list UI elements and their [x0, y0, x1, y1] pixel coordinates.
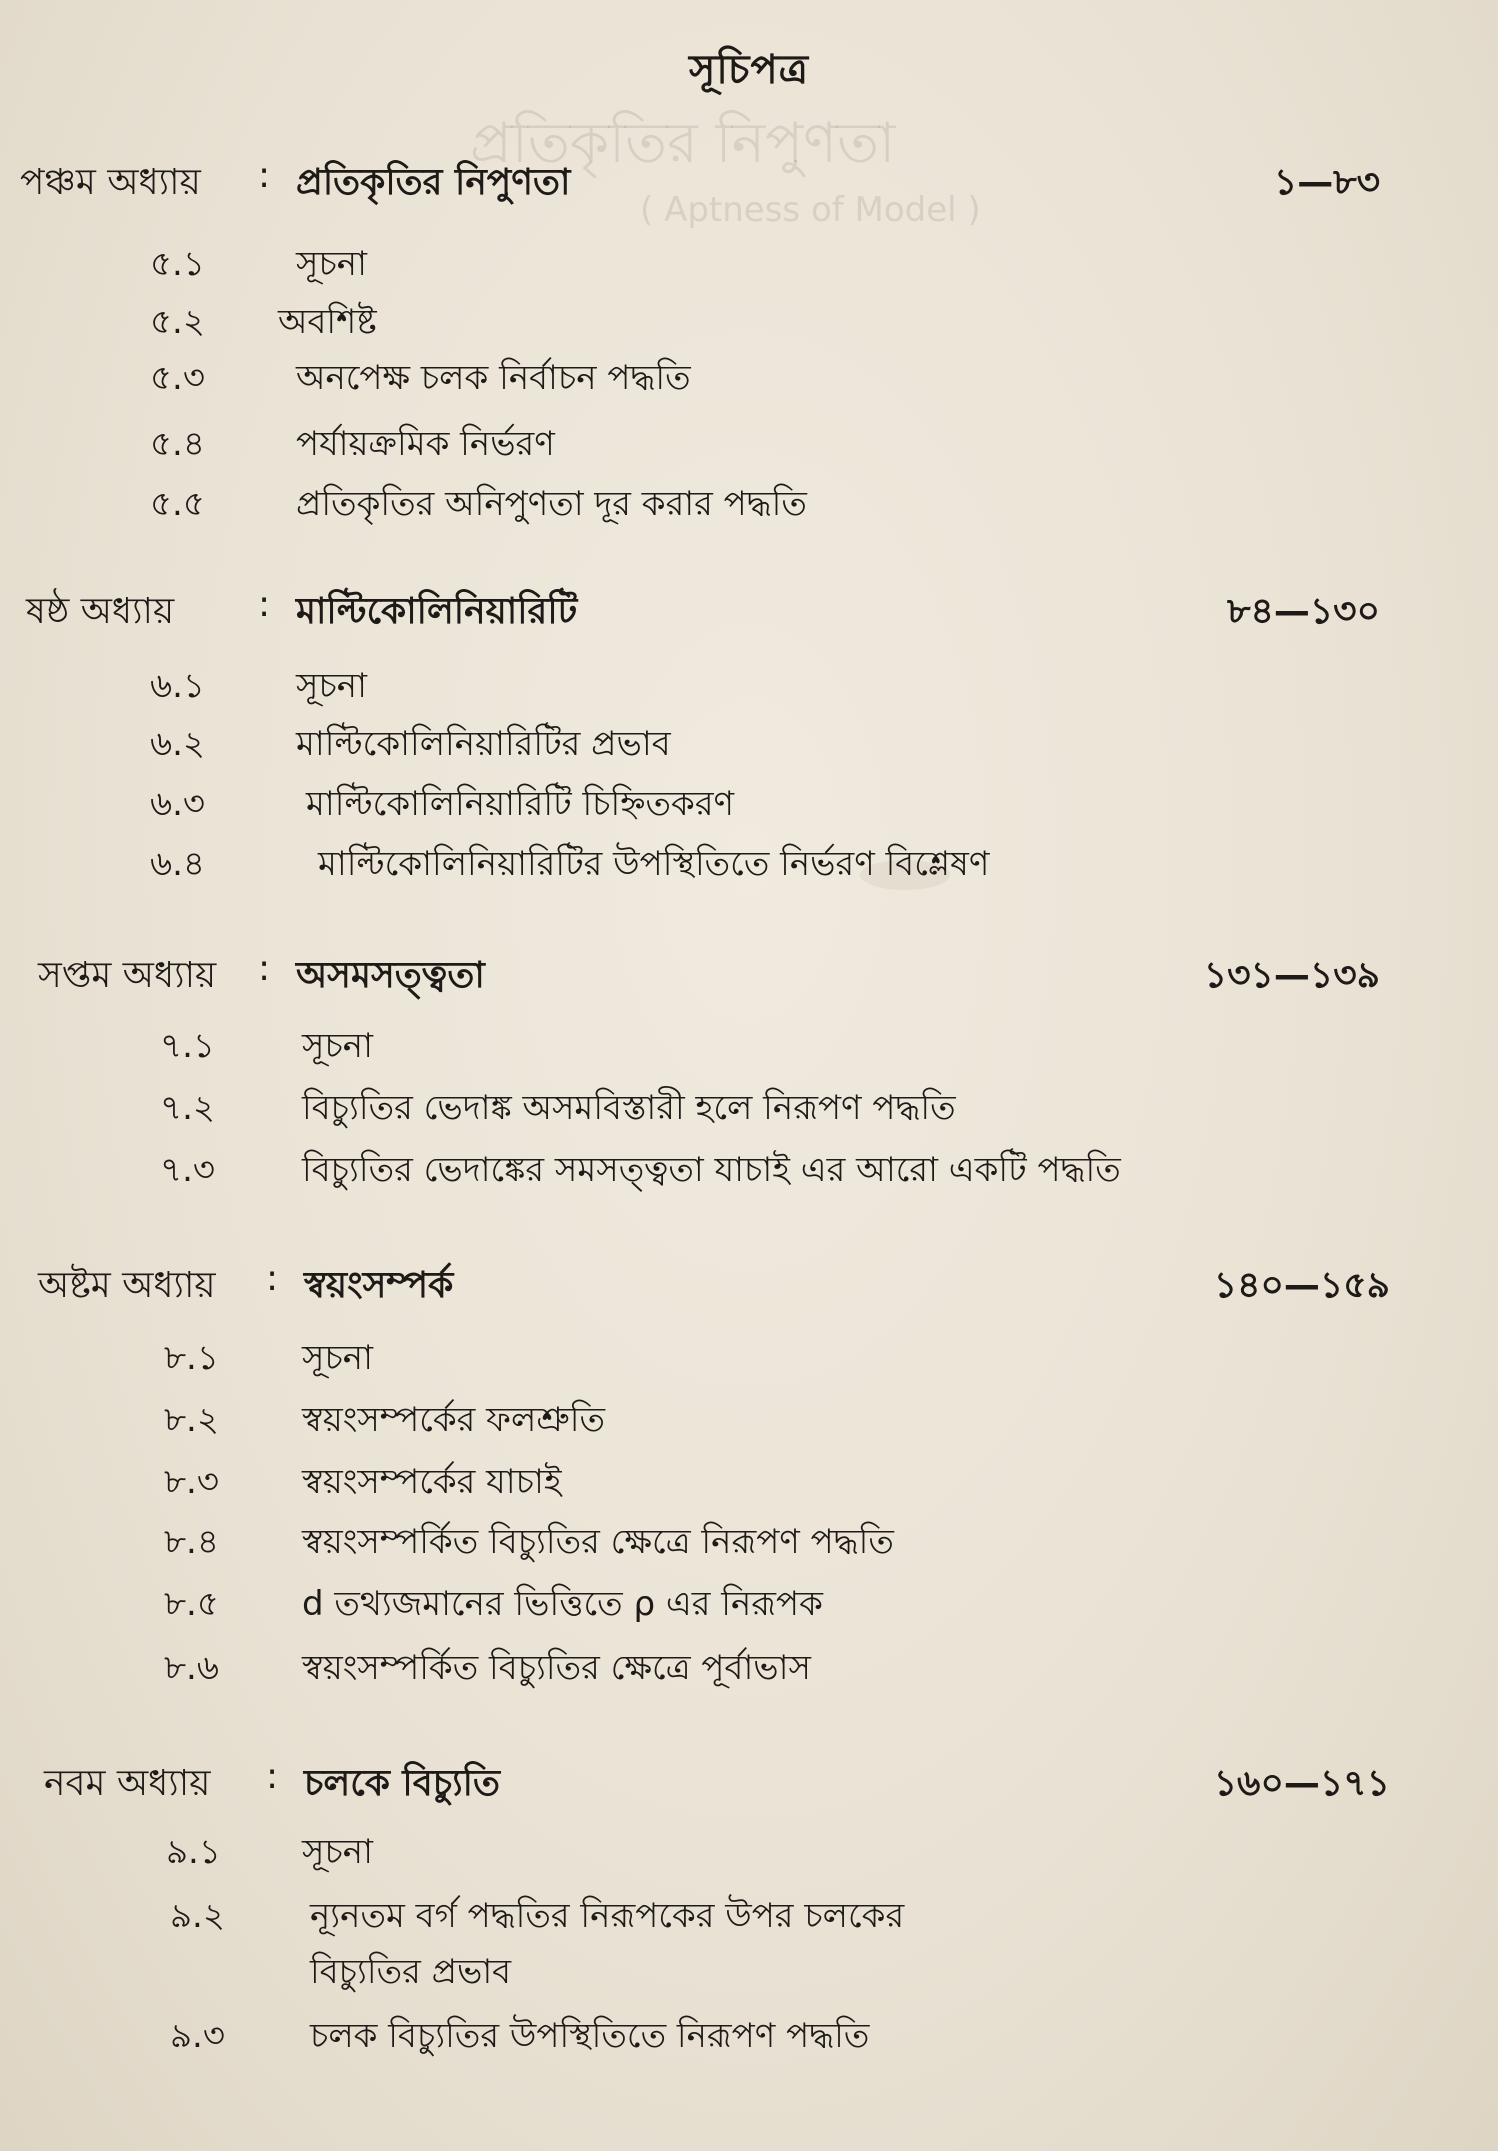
section-title: সূচনা: [302, 1026, 373, 1066]
section-number: ৮.৫: [164, 1584, 219, 1624]
section-number: ৭.১: [160, 1026, 215, 1066]
toc-entry: [150, 1144, 1400, 1204]
toc-entry: [150, 296, 1400, 356]
chapter-label: ষষ্ঠ অধ্যায়: [26, 591, 175, 632]
toc-entry: [150, 1082, 1400, 1142]
chapter-pages: ৮৪—১৩০: [1227, 591, 1380, 632]
chapter-label: পঞ্চম অধ্যায়: [20, 162, 201, 203]
toc-entry: [150, 418, 1400, 478]
section-title: বিচ্যুতির ভেদাঙ্কের সমসত্ত্বতা যাচাই এর আরো একটি পদ্ধতি: [302, 1150, 1121, 1190]
section-title: মাল্টিকোলিনিয়ারিটি চিহ্নিতকরণ: [306, 784, 735, 824]
section-title: অবশিষ্ট: [278, 302, 377, 342]
bleed-through-text: ( Aptness of Model ): [640, 190, 981, 230]
chapter-title: চলকে বিচ্যুতি: [304, 1763, 500, 1804]
chapter-pages: ১—৮৩: [1273, 162, 1380, 203]
section-title: বিচ্যুতির ভেদাঙ্ক অসমবিস্তারী হলে নিরূপণ পদ্ধতি: [302, 1088, 956, 1128]
toc-entry: [150, 478, 1400, 538]
chapter-heading: [20, 584, 1420, 644]
section-title: সূচনা: [302, 1832, 373, 1872]
section-number: ৫.৩: [150, 358, 205, 398]
chapter-title: প্রতিকৃতির নিপুণতা: [296, 162, 571, 203]
section-title: স্বয়ংসম্পর্কিত বিচ্যুতির ক্ষেত্রে পূর্বাভাস: [302, 1648, 811, 1688]
chapter-label: নবম অধ্যায়: [44, 1763, 211, 1804]
chapter-title: স্বয়ংসম্পর্ক: [304, 1265, 454, 1306]
chapter-title: অসমসত্ত্বতা: [296, 955, 485, 996]
toc-entry: [150, 1642, 1400, 1702]
section-number: ৬.১: [150, 666, 205, 706]
section-number: ৯.২: [170, 1896, 225, 1936]
chapter-heading: [20, 1756, 1420, 1816]
toc-entry: [150, 1826, 1400, 1886]
section-title-continued: বিচ্যুতির প্রভাব: [310, 1952, 512, 1992]
section-number: ৬.৩: [150, 784, 206, 824]
chapter-heading: [20, 1258, 1420, 1318]
toc-entry: [150, 1332, 1400, 1392]
bleed-through-text: প্রতিকৃতির নিপুণতা: [470, 111, 896, 176]
chapter-colon: :: [258, 584, 271, 625]
section-title: অনপেক্ষ চলক নির্বাচন পদ্ধতি: [296, 358, 691, 398]
chapter-heading: [20, 155, 1420, 215]
section-title: সূচনা: [302, 1338, 373, 1378]
chapter-colon: :: [266, 1756, 279, 1797]
section-number: ৮.৪: [164, 1522, 219, 1562]
toc-entry: [150, 1890, 1400, 1950]
toc-entry: [150, 838, 1400, 898]
toc-entry: [150, 1020, 1400, 1080]
section-number: ৫.৪: [150, 424, 205, 464]
section-title: পর্যায়ক্রমিক নির্ভরণ: [296, 424, 555, 464]
section-number: ৮.৩: [164, 1462, 219, 1502]
section-number: ৬.৪: [150, 844, 205, 884]
section-number: ৮.৬: [164, 1648, 219, 1688]
chapter-pages: ১৩১—১৩৯: [1203, 955, 1380, 996]
toc-entry: [150, 2010, 1400, 2070]
toc-entry: [150, 1578, 1400, 1638]
chapter-label: অষ্টম অধ্যায়: [38, 1265, 216, 1306]
chapter-colon: :: [266, 1258, 279, 1299]
chapter-pages: ১৬০—১৭১: [1213, 1763, 1390, 1804]
toc-entry: [150, 1456, 1400, 1516]
section-title: স্বয়ংসম্পর্কের যাচাই: [302, 1462, 562, 1502]
section-title: চলক বিচ্যুতির উপস্থিতিতে নিরূপণ পদ্ধতি: [310, 2016, 870, 2056]
chapter-label: সপ্তম অধ্যায়: [38, 955, 217, 996]
section-title: মাল্টিকোলিনিয়ারিটির উপস্থিতিতে নির্ভরণ বিশ্লেষণ: [318, 844, 990, 884]
toc-entry: [150, 1516, 1400, 1576]
section-number: ৫.২: [150, 302, 205, 342]
section-title: স্বয়ংসম্পর্কের ফলশ্রুতি: [302, 1400, 605, 1440]
toc-entry: [150, 238, 1400, 298]
section-number: ৫.১: [150, 244, 205, 284]
section-title: সূচনা: [296, 666, 367, 706]
section-title: স্বয়ংসম্পর্কিত বিচ্যুতির ক্ষেত্রে নিরূপণ পদ্ধতি: [302, 1522, 894, 1562]
toc-entry: [150, 1394, 1400, 1454]
page-title: সূচিপত্র: [689, 47, 809, 93]
section-number: ৭.২: [160, 1088, 216, 1128]
section-title: d তথ্যজমানের ভিত্তিতে ρ এর নিরূপক: [302, 1584, 823, 1624]
section-title: ন্যূনতম বর্গ পদ্ধতির নিরূপকের উপর চলকের: [310, 1896, 905, 1936]
chapter-heading: [20, 948, 1420, 1008]
section-title: সূচনা: [296, 244, 367, 284]
toc-entry: [150, 352, 1400, 412]
section-number: ৮.২: [164, 1400, 219, 1440]
toc-entry: [150, 660, 1400, 720]
section-number: ৯.১: [166, 1832, 221, 1872]
section-number: ৬.২: [150, 724, 206, 764]
section-title: মাল্টিকোলিনিয়ারিটির প্রভাব: [296, 724, 671, 764]
chapter-colon: :: [258, 155, 271, 196]
toc-entry: [150, 778, 1400, 838]
section-number: ৭.৩: [160, 1150, 216, 1190]
section-number: ৯.৩: [170, 2016, 225, 2056]
toc-entry: [150, 718, 1400, 778]
section-number: ৮.১: [164, 1338, 219, 1378]
section-number: ৫.৫: [150, 484, 205, 524]
chapter-title: মাল্টিকোলিনিয়ারিটি: [296, 591, 578, 632]
section-title: প্রতিকৃতির অনিপুণতা দূর করার পদ্ধতি: [296, 484, 807, 524]
chapter-pages: ১৪০—১৫৯: [1213, 1265, 1390, 1306]
chapter-colon: :: [258, 948, 271, 989]
